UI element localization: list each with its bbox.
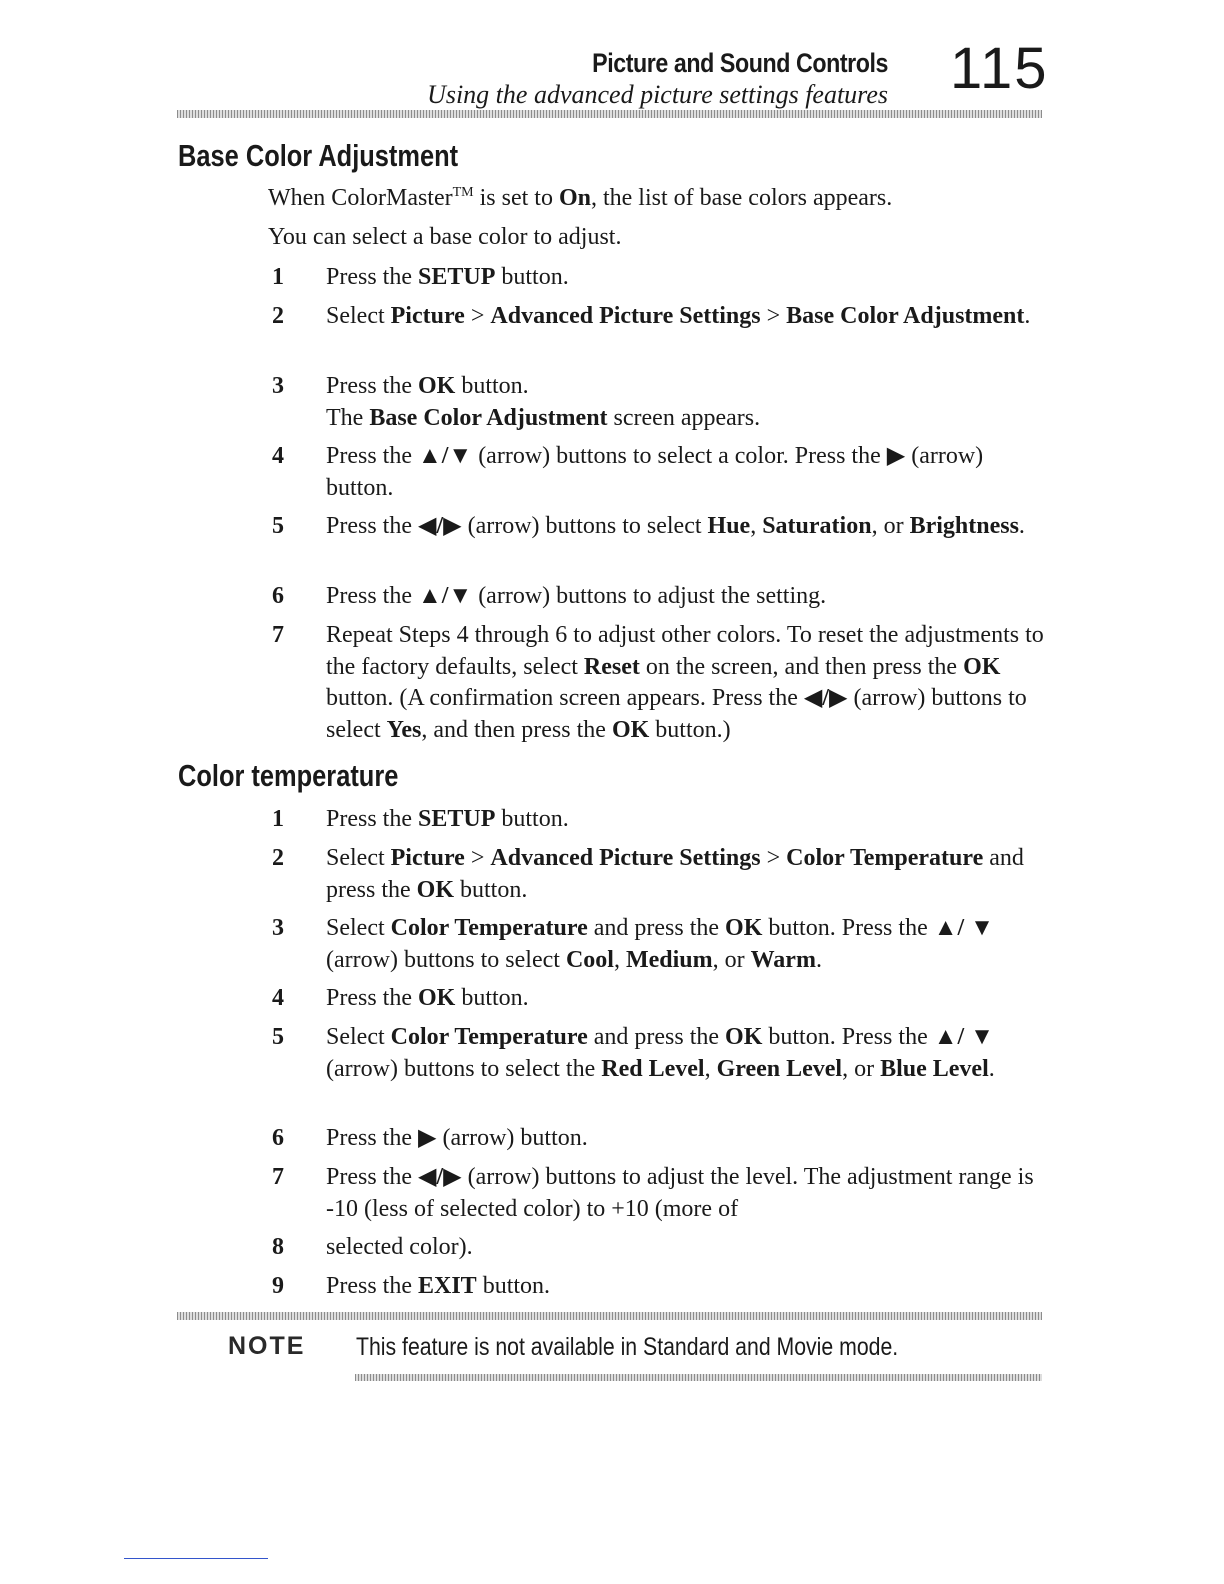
step-bold: OK bbox=[416, 876, 454, 903]
step-text: (arrow) buttons to select bbox=[326, 685, 1027, 743]
step-text: . bbox=[988, 1055, 995, 1082]
step-bold: SETUP bbox=[418, 264, 496, 290]
step-text: button. Press the bbox=[762, 1024, 934, 1050]
step-text: . bbox=[1018, 513, 1025, 539]
step-bold: Picture bbox=[390, 303, 465, 329]
intro1-on: On bbox=[558, 185, 591, 211]
step-text: Select bbox=[326, 915, 391, 941]
arrow-right-icon: ▶ bbox=[418, 1125, 437, 1151]
step-bold: Yes bbox=[386, 716, 422, 743]
intro-paragraph-1 bbox=[268, 185, 892, 212]
step-bold: Brightness bbox=[909, 513, 1019, 539]
temp-step-7 bbox=[272, 1162, 1052, 1225]
step-bold: Green Level bbox=[716, 1055, 843, 1082]
step-bold: OK bbox=[418, 373, 456, 399]
heading-color-temperature: Color temperature bbox=[178, 758, 399, 793]
step-number: 3 bbox=[272, 915, 284, 941]
arrow-left-right-icon: ◀/▶ bbox=[418, 513, 462, 539]
step-text: (arrow) buttons to adjust the level. The adjustment range is -10 (less of selected color) to +10 (more of bbox=[326, 1164, 1034, 1222]
arrow-up-down-icon: ▲/ ▼ bbox=[933, 915, 994, 941]
arrow-up-down-icon: ▲/▼ bbox=[418, 443, 473, 469]
step-text: and press the bbox=[587, 1024, 726, 1050]
step-number: 4 bbox=[272, 443, 284, 469]
temp-step-2 bbox=[272, 843, 1052, 906]
step-number: 2 bbox=[272, 303, 284, 329]
step-text: , bbox=[750, 513, 763, 539]
step-text: button. bbox=[495, 806, 569, 832]
step-text: Press the bbox=[326, 264, 418, 290]
step-text: , or bbox=[842, 1055, 881, 1082]
intro-paragraph-2: You can select a base color to adjust. bbox=[268, 224, 622, 250]
step-bold: Picture bbox=[390, 845, 465, 871]
step-text: Press the bbox=[326, 1125, 418, 1151]
step-bold: Warm bbox=[750, 946, 816, 973]
page-number: 115 bbox=[950, 36, 1049, 101]
header-section-title: Picture and Sound Controls bbox=[592, 48, 888, 78]
step-text: (arrow) buttons to adjust the setting. bbox=[472, 583, 827, 609]
step-text: (arrow) buttons to select a color. Press the bbox=[472, 443, 887, 469]
step-number: 6 bbox=[272, 1125, 284, 1151]
header-subsection-title: Using the advanced picture settings features bbox=[427, 80, 888, 109]
step-number: 5 bbox=[272, 1024, 284, 1050]
step-number: 8 bbox=[272, 1234, 284, 1260]
step-bold: Advanced Picture Settings bbox=[490, 845, 761, 871]
step-text: Press the bbox=[326, 806, 418, 832]
step-text: Press the bbox=[326, 513, 418, 539]
step-text: button. bbox=[455, 373, 529, 399]
step-bold: OK bbox=[963, 653, 1001, 680]
step-bold: Medium bbox=[625, 946, 713, 973]
temp-step-8 bbox=[272, 1232, 1052, 1264]
header-rule bbox=[177, 110, 1042, 118]
arrow-right-icon: ▶ bbox=[886, 443, 906, 469]
temp-step-4 bbox=[272, 983, 1052, 1015]
arrow-up-down-icon: ▲/ ▼ bbox=[933, 1024, 994, 1050]
temp-step-3 bbox=[272, 913, 1052, 976]
base-step-3 bbox=[272, 371, 1052, 434]
intro1-text-b: is set to bbox=[473, 185, 559, 211]
step-text: , bbox=[613, 946, 626, 973]
step-text: > bbox=[760, 303, 787, 329]
step-text: and press the bbox=[326, 845, 1024, 903]
step-number: 1 bbox=[272, 806, 284, 832]
base-step-5 bbox=[272, 511, 1052, 543]
step-bold: Reset bbox=[583, 653, 640, 680]
step-number: 5 bbox=[272, 513, 284, 539]
step-bold: OK bbox=[418, 985, 456, 1011]
arrow-left-right-icon: ◀/▶ bbox=[803, 685, 848, 711]
step-text: Select bbox=[326, 1024, 391, 1050]
step-bold: Base Color Adjustment bbox=[786, 303, 1025, 329]
heading-base-color-adjustment: Base Color Adjustment bbox=[178, 138, 459, 173]
step-bold: Color Temperature bbox=[390, 1024, 588, 1050]
step-text: Press the bbox=[326, 373, 418, 399]
step-bold: SETUP bbox=[418, 806, 496, 832]
footer-link-line bbox=[124, 1558, 268, 1559]
step-text: . bbox=[1024, 303, 1031, 329]
intro1-text-c: , the list of base colors appears. bbox=[590, 185, 893, 211]
step-text: button. Press the bbox=[762, 915, 934, 941]
step-text: Press the bbox=[326, 1273, 418, 1299]
step-bold: OK bbox=[725, 1024, 763, 1050]
step-text: Press the bbox=[326, 443, 418, 469]
step-text: Select bbox=[326, 845, 391, 871]
step-text: > bbox=[464, 303, 491, 329]
step-bold: Base Color Adjustment bbox=[369, 404, 608, 431]
step-text: and press the bbox=[587, 915, 726, 941]
arrow-up-down-icon: ▲/▼ bbox=[418, 583, 473, 609]
intro1-text-a: When ColorMaster bbox=[268, 185, 453, 211]
step-text: , or bbox=[871, 513, 910, 539]
step-bold: Saturation bbox=[762, 513, 872, 539]
step-bold: Red Level bbox=[601, 1055, 705, 1082]
step-bold: Advanced Picture Settings bbox=[490, 303, 761, 329]
step-text: Press the bbox=[326, 583, 418, 609]
step-bold: Color Temperature bbox=[390, 915, 588, 941]
step-text: button. bbox=[454, 876, 528, 903]
step-bold: OK bbox=[611, 716, 650, 743]
step-text: button. bbox=[455, 985, 529, 1011]
step-text: . bbox=[815, 946, 822, 973]
step-number: 9 bbox=[272, 1273, 284, 1299]
base-step-6 bbox=[272, 581, 1052, 613]
step-text: > bbox=[464, 845, 491, 871]
step-text: button.) bbox=[649, 716, 731, 743]
step-text: Press the bbox=[326, 985, 418, 1011]
step-text: button. bbox=[495, 264, 569, 290]
step-number: 7 bbox=[272, 1164, 284, 1190]
step-text: , bbox=[704, 1055, 717, 1082]
trademark-mark: TM bbox=[452, 185, 474, 200]
note-text: This feature is not available in Standard and Movie mode. bbox=[356, 1333, 899, 1361]
step-bold: Color Temperature bbox=[786, 845, 984, 871]
step-number: 1 bbox=[272, 264, 284, 290]
step-text: selected color). bbox=[326, 1234, 473, 1260]
base-step-2 bbox=[272, 301, 1052, 333]
step-text: (arrow) button. bbox=[326, 443, 984, 501]
step-text: (arrow) button. bbox=[436, 1125, 588, 1151]
step-text: on the screen, and then press the bbox=[639, 653, 964, 680]
base-step-1 bbox=[272, 262, 1052, 294]
step-text: > bbox=[760, 845, 787, 871]
step-number: 7 bbox=[272, 622, 284, 648]
note-top-rule bbox=[177, 1312, 1042, 1320]
step-number: 3 bbox=[272, 373, 284, 399]
temp-step-1 bbox=[272, 804, 1052, 836]
step-bold: Hue bbox=[707, 513, 751, 539]
step-number: 6 bbox=[272, 583, 284, 609]
note-bottom-rule bbox=[355, 1374, 1042, 1381]
step-text: (arrow) buttons to select the bbox=[326, 1055, 602, 1082]
step-text: Select bbox=[326, 303, 391, 329]
step-text: (arrow) buttons to select bbox=[461, 513, 708, 539]
step-text: Press the bbox=[326, 1164, 418, 1190]
note-label: NOTE bbox=[228, 1332, 306, 1360]
base-step-4 bbox=[272, 441, 1052, 504]
step-text: , or bbox=[712, 946, 751, 973]
step-number: 2 bbox=[272, 845, 284, 871]
base-step-7 bbox=[272, 620, 1052, 746]
step-text: (arrow) buttons to select bbox=[326, 946, 566, 973]
step-bold: Blue Level bbox=[880, 1055, 989, 1082]
temp-step-9 bbox=[272, 1271, 1052, 1303]
step-text: screen appears. bbox=[607, 404, 761, 431]
step-text: The bbox=[326, 404, 370, 431]
step-bold: EXIT bbox=[418, 1273, 477, 1299]
step-text: button. (A confirmation screen appears. Press the bbox=[326, 685, 804, 711]
arrow-left-right-icon: ◀/▶ bbox=[418, 1164, 462, 1190]
step-text: button. bbox=[476, 1273, 551, 1299]
step-bold: Cool bbox=[565, 946, 614, 973]
step-text: Repeat Steps 4 through 6 to adjust other colors. To reset the adjustments to the factory defaults, select bbox=[326, 622, 1044, 680]
temp-step-6 bbox=[272, 1123, 1052, 1155]
step-number: 4 bbox=[272, 985, 284, 1011]
temp-step-5 bbox=[272, 1022, 1052, 1085]
step-text: , and then press the bbox=[421, 716, 612, 743]
step-bold: OK bbox=[725, 915, 763, 941]
